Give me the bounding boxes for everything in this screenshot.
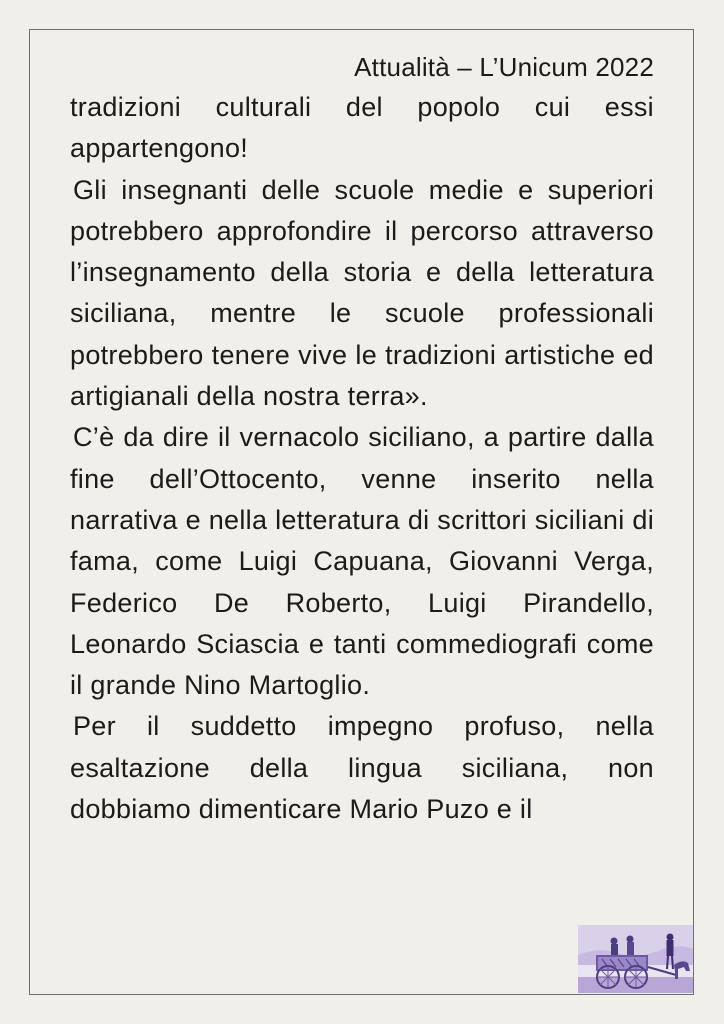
sicilian-cart-illustration xyxy=(578,925,693,993)
paragraph-continuation: tradizioni culturali del popolo cui essi appartengono! xyxy=(70,92,654,164)
paragraph-teachers: Gli insegnanti delle scuole medie e superiori potrebbero approfondire il percorso attraverso l’insegnamento della storia e della letteratura siciliana, mentre le scuole professionali potrebbero tenere vive le tradizioni artistiche ed artigianali della nostra terra». xyxy=(70,174,654,412)
article-body xyxy=(70,87,654,830)
paragraph-vernacular: C’è da dire il vernacolo siciliano, a partire dalla fine dell’Ottocento, venne inserito nella narrativa e nella letteratura di scrittori siciliani di fama, come Luigi Capuana, Giovanni Verga, Federico De Roberto, Luigi Pirandello, Leonardo Sciascia e tanti commediografi come il grande Nino Martoglio. xyxy=(70,422,654,701)
paragraph-commitment: Per il suddetto impegno profuso, nella esaltazione della lingua siciliana, non dobbiamo dimenticare Mario Puzo e il xyxy=(70,711,654,825)
page-header: Attualità – L’Unicum 2022 xyxy=(354,52,654,82)
